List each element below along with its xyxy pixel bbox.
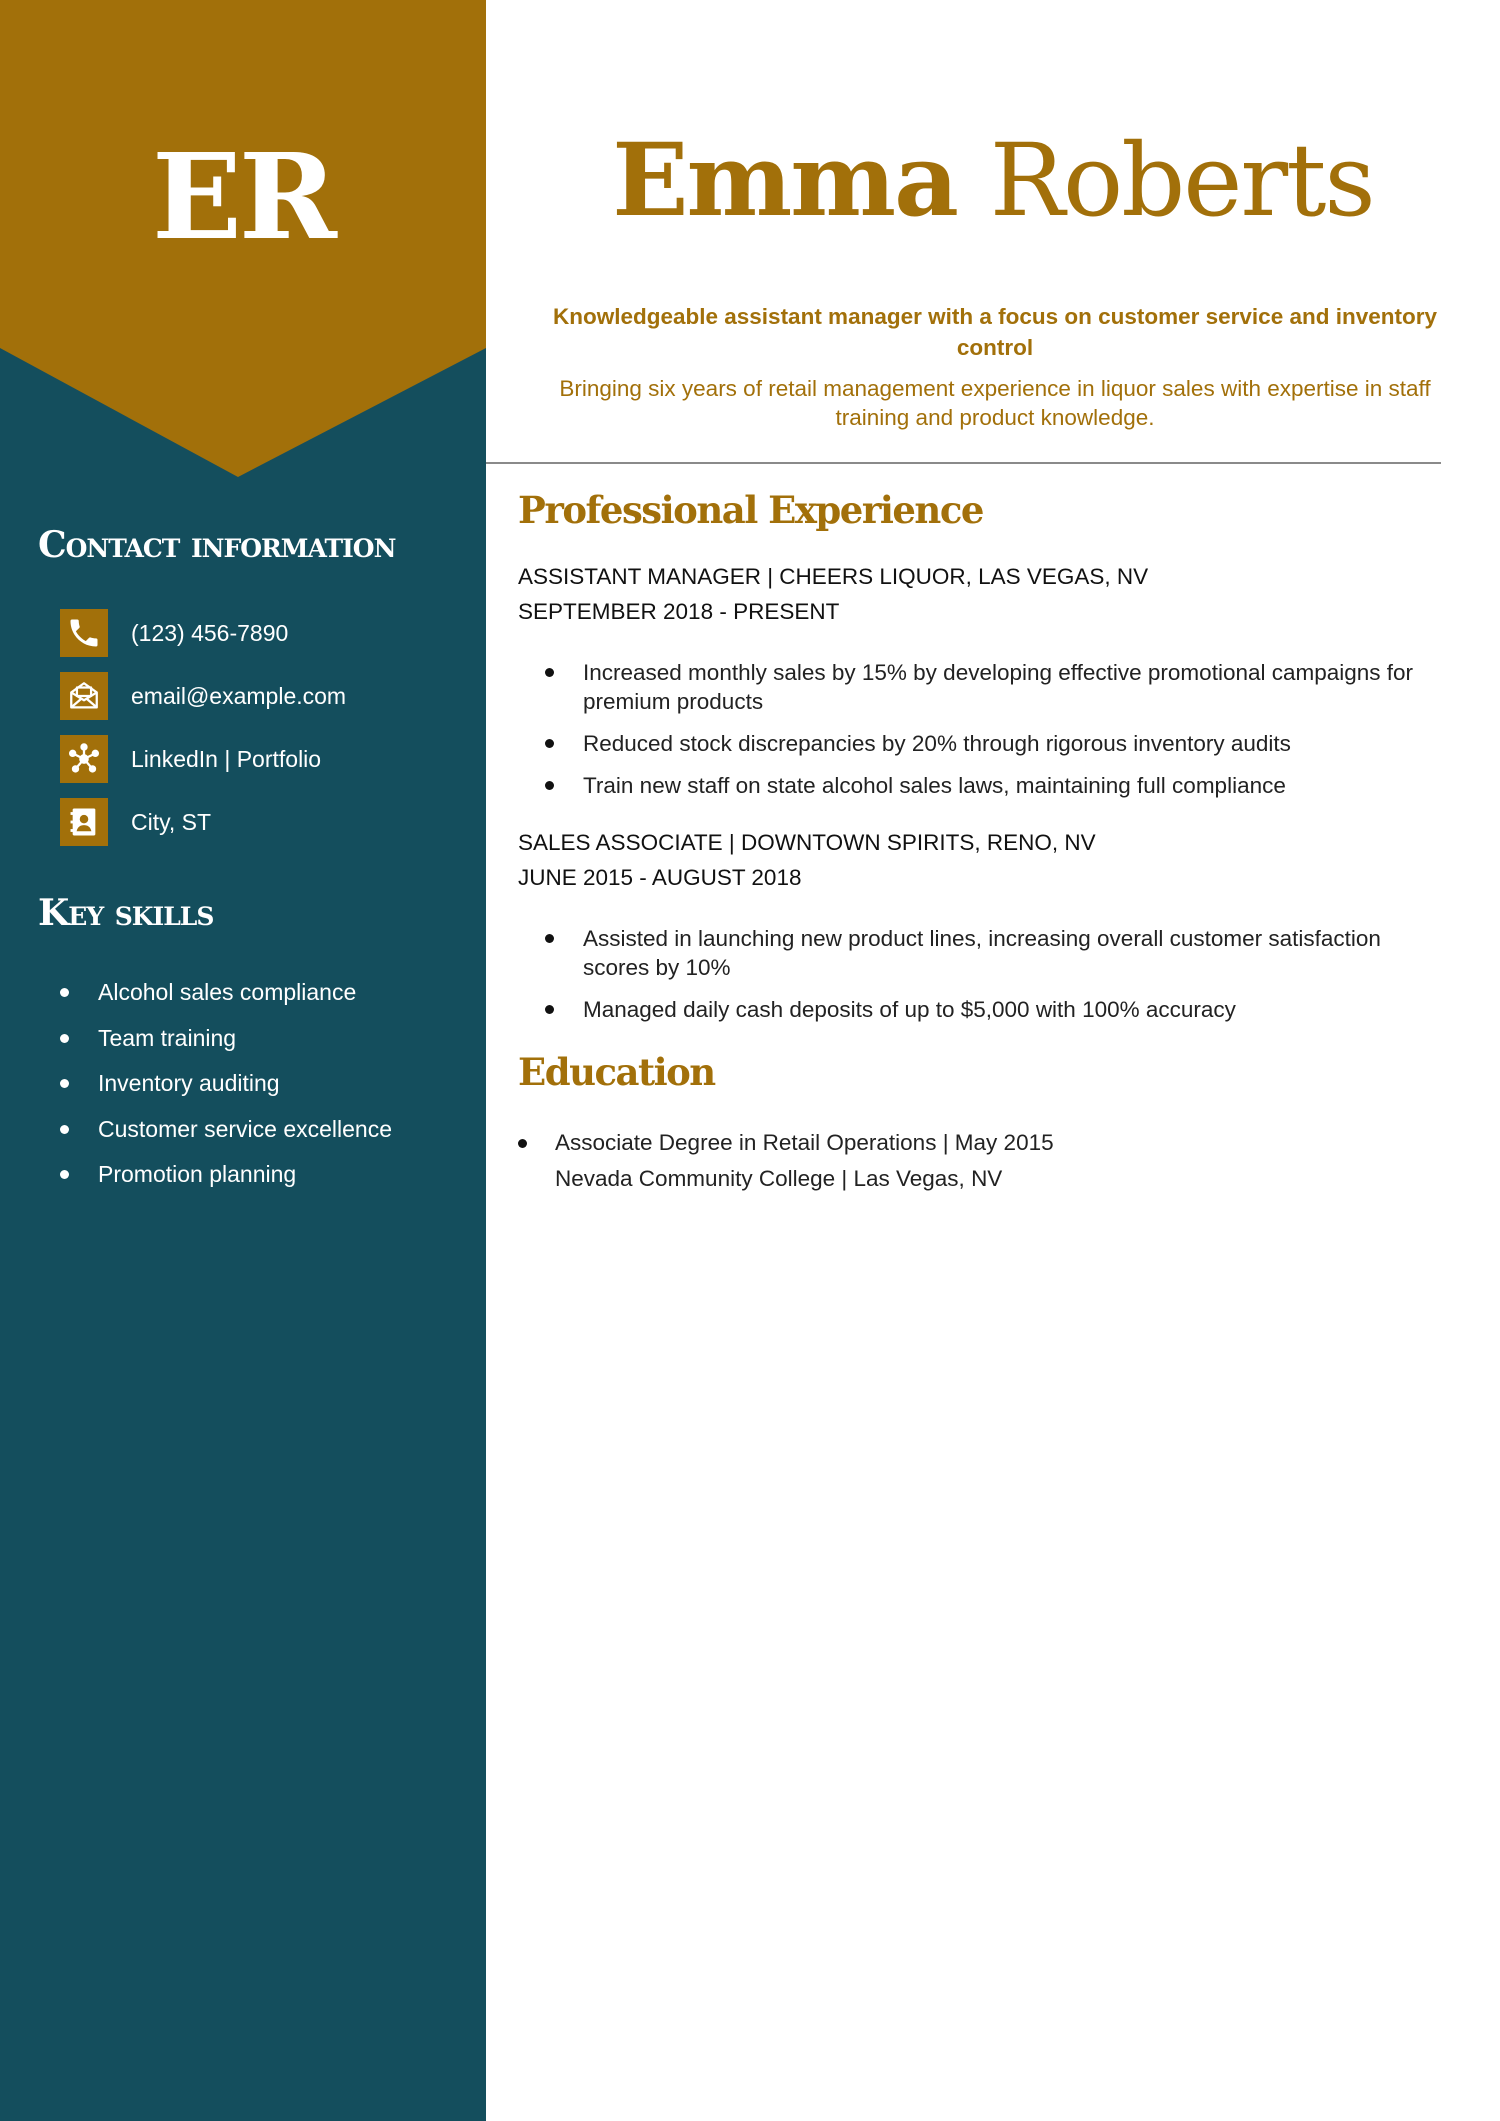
skill-item (60, 1065, 392, 1111)
education-heading: Education (518, 1050, 715, 1094)
phone-text[interactable]: (123) 456-7890 (131, 619, 289, 646)
bullet-dot (545, 739, 554, 748)
education-list (518, 1125, 1054, 1197)
bullet-text: Managed daily cash deposits of up to $5,000 with 100% accuracy (583, 997, 1236, 1022)
bullet-text: Train new staff on state alcohol sales laws, maintaining full compliance (583, 773, 1286, 798)
job-title: SALES ASSOCIATE | DOWNTOWN SPIRITS, RENO, NV (518, 830, 1096, 855)
skill-text: Customer service excellence (98, 1115, 393, 1142)
contact-item-location (60, 798, 346, 846)
summary: Bringing six years of retail management experience in liquor sales with expertise in staff training and product knowledge. (559, 376, 1431, 430)
phone-icon (60, 609, 108, 657)
contact-item-links (60, 735, 346, 783)
education-item (518, 1125, 1054, 1197)
contact-heading: Contact information (38, 524, 396, 566)
skill-text: Promotion planning (98, 1161, 297, 1187)
list-item (518, 729, 1418, 758)
skill-text: Team training (98, 1024, 237, 1051)
job-bullets (518, 658, 1418, 813)
skill-item (60, 1020, 392, 1066)
location-text: City, ST (131, 808, 212, 835)
contact-item-phone (60, 609, 346, 657)
bullet-dot (518, 1139, 527, 1148)
bullet-dot (545, 781, 554, 790)
contact-item-email (60, 672, 346, 720)
contact-card-icon (60, 798, 108, 846)
school-line: Nevada Community College | Las Vegas, NV (555, 1166, 1003, 1191)
bullet-dot (60, 1170, 69, 1179)
list-item (518, 771, 1418, 800)
degree-line: Associate Degree in Retail Operations | May 2015 (555, 1130, 1054, 1155)
last-name: Roberts (989, 122, 1374, 239)
tagline: Knowledgeable assistant manager with a focus on customer service and inventory control (552, 304, 1437, 360)
bullet-dot (545, 1005, 554, 1014)
email-text[interactable]: email@example.com (131, 682, 347, 709)
experience-heading: Professional Experience (518, 488, 983, 532)
sidebar (0, 0, 486, 2121)
list-item (518, 995, 1418, 1024)
bullet-dot (60, 1079, 69, 1088)
skill-text: Alcohol sales compliance (98, 979, 357, 1005)
job-title: ASSISTANT MANAGER | CHEERS LIQUOR, LAS VEGAS, NV (518, 564, 1149, 589)
bullet-dot (60, 988, 69, 997)
skill-item (60, 974, 392, 1020)
bullet-text: Increased monthly sales by 15% by developing effective promotional campaigns for premium products (583, 660, 1414, 714)
skill-item (60, 1111, 392, 1157)
links-text[interactable]: LinkedIn | Portfolio (131, 745, 322, 772)
bullet-text: Reduced stock discrepancies by 20% through rigorous inventory audits (583, 731, 1291, 756)
list-item (518, 924, 1418, 982)
envelope-icon (60, 672, 108, 720)
bullet-dot (545, 668, 554, 677)
skill-item (60, 1156, 392, 1202)
job-dates: SEPTEMBER 2018 - PRESENT (518, 599, 840, 624)
skills-list (60, 974, 392, 1202)
job-dates: JUNE 2015 - AUGUST 2018 (518, 865, 802, 890)
bullet-dot (545, 934, 554, 943)
contact-list (60, 609, 346, 861)
monogram: ER (151, 127, 334, 266)
header-divider (486, 462, 1441, 464)
candidate-name (486, 121, 1500, 239)
list-item (518, 658, 1418, 716)
bullet-text: Assisted in launching new product lines, increasing overall customer satisfaction scores by 10% (583, 926, 1381, 980)
job-bullets (518, 924, 1418, 1037)
skill-text: Inventory auditing (98, 1070, 280, 1096)
first-name: Emma (612, 121, 957, 239)
skills-heading: Key skills (38, 892, 214, 934)
bullet-dot (60, 1034, 69, 1043)
network-icon (60, 735, 108, 783)
bullet-dot (60, 1125, 69, 1134)
